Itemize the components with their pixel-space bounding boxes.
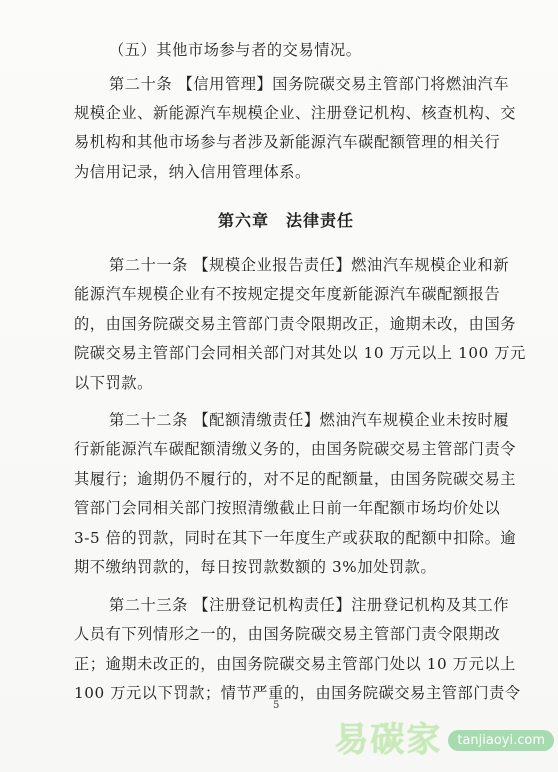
text-line: 3-5 倍的罚款，同时在其下一年度生产或获取的配额中扣除。逾	[74, 529, 517, 547]
text-line: 管部门会同相关部门按照清缴截止日前一年配额市场均价处以	[74, 499, 501, 517]
text-line: （五）其他市场参与者的交易情况。	[109, 41, 362, 59]
text-line: 以下罚款。	[74, 374, 153, 392]
text-line: 行新能源汽车碳配额清缴义务的，由国务院碳交易主管部门责令	[74, 440, 517, 458]
text-line: 期不缴纳罚款的，每日按罚款数额的 3%加处罚款。	[74, 558, 437, 576]
text-line: 其履行；逾期仍不履行的，对不足的配额量，由国务院碳交易主	[74, 470, 517, 488]
text-line: 第二十条 【信用管理】国务院碳交易主管部门将燃油汽车	[109, 75, 510, 93]
page-number: 5	[273, 700, 280, 711]
text-line: 第二十二条 【配额清缴责任】燃油汽车规模企业未按时履	[109, 411, 510, 429]
text-line: 第二十一条 【规模企业报告责任】燃油汽车规模企业和新	[109, 256, 510, 274]
text-line: 能源汽车规模企业有不按规定提交年度新能源汽车碳配额报告	[74, 285, 501, 303]
text-line: 院碳交易主管部门会同相关部门对其处以 10 万元以上 100 万元	[74, 344, 526, 362]
watermark-logo: 易碳家	[334, 720, 443, 760]
text-line: 的，由国务院碳交易主管部门责令限期改正，逾期未改，由国务	[74, 315, 517, 333]
watermark-domain: tanjiaoyi.com	[448, 730, 554, 751]
text-line: 易机构和其他市场参与者涉及新能源汽车碳配额管理的相关行	[74, 133, 501, 151]
watermark	[334, 720, 554, 760]
text-line: 第二十三条 【注册登记机构责任】注册登记机构及其工作	[109, 596, 510, 614]
text-line: 规模企业、新能源汽车规模企业、注册登记机构、核查机构、交	[74, 104, 517, 122]
text-line: 人员有下列情形之一的，由国务院碳交易主管部门责令限期改	[74, 625, 501, 643]
text-line: 100 万元以下罚款；情节严重的，由国务院碳交易主管部门责令	[74, 684, 521, 702]
chapter-heading: 第六章 法律责任	[218, 211, 355, 230]
text-line: 正；逾期未改正的，由国务院碳交易主管部门处以 10 万元以上	[74, 655, 516, 673]
text-line: 为信用记录，纳入信用管理体系。	[74, 163, 311, 181]
